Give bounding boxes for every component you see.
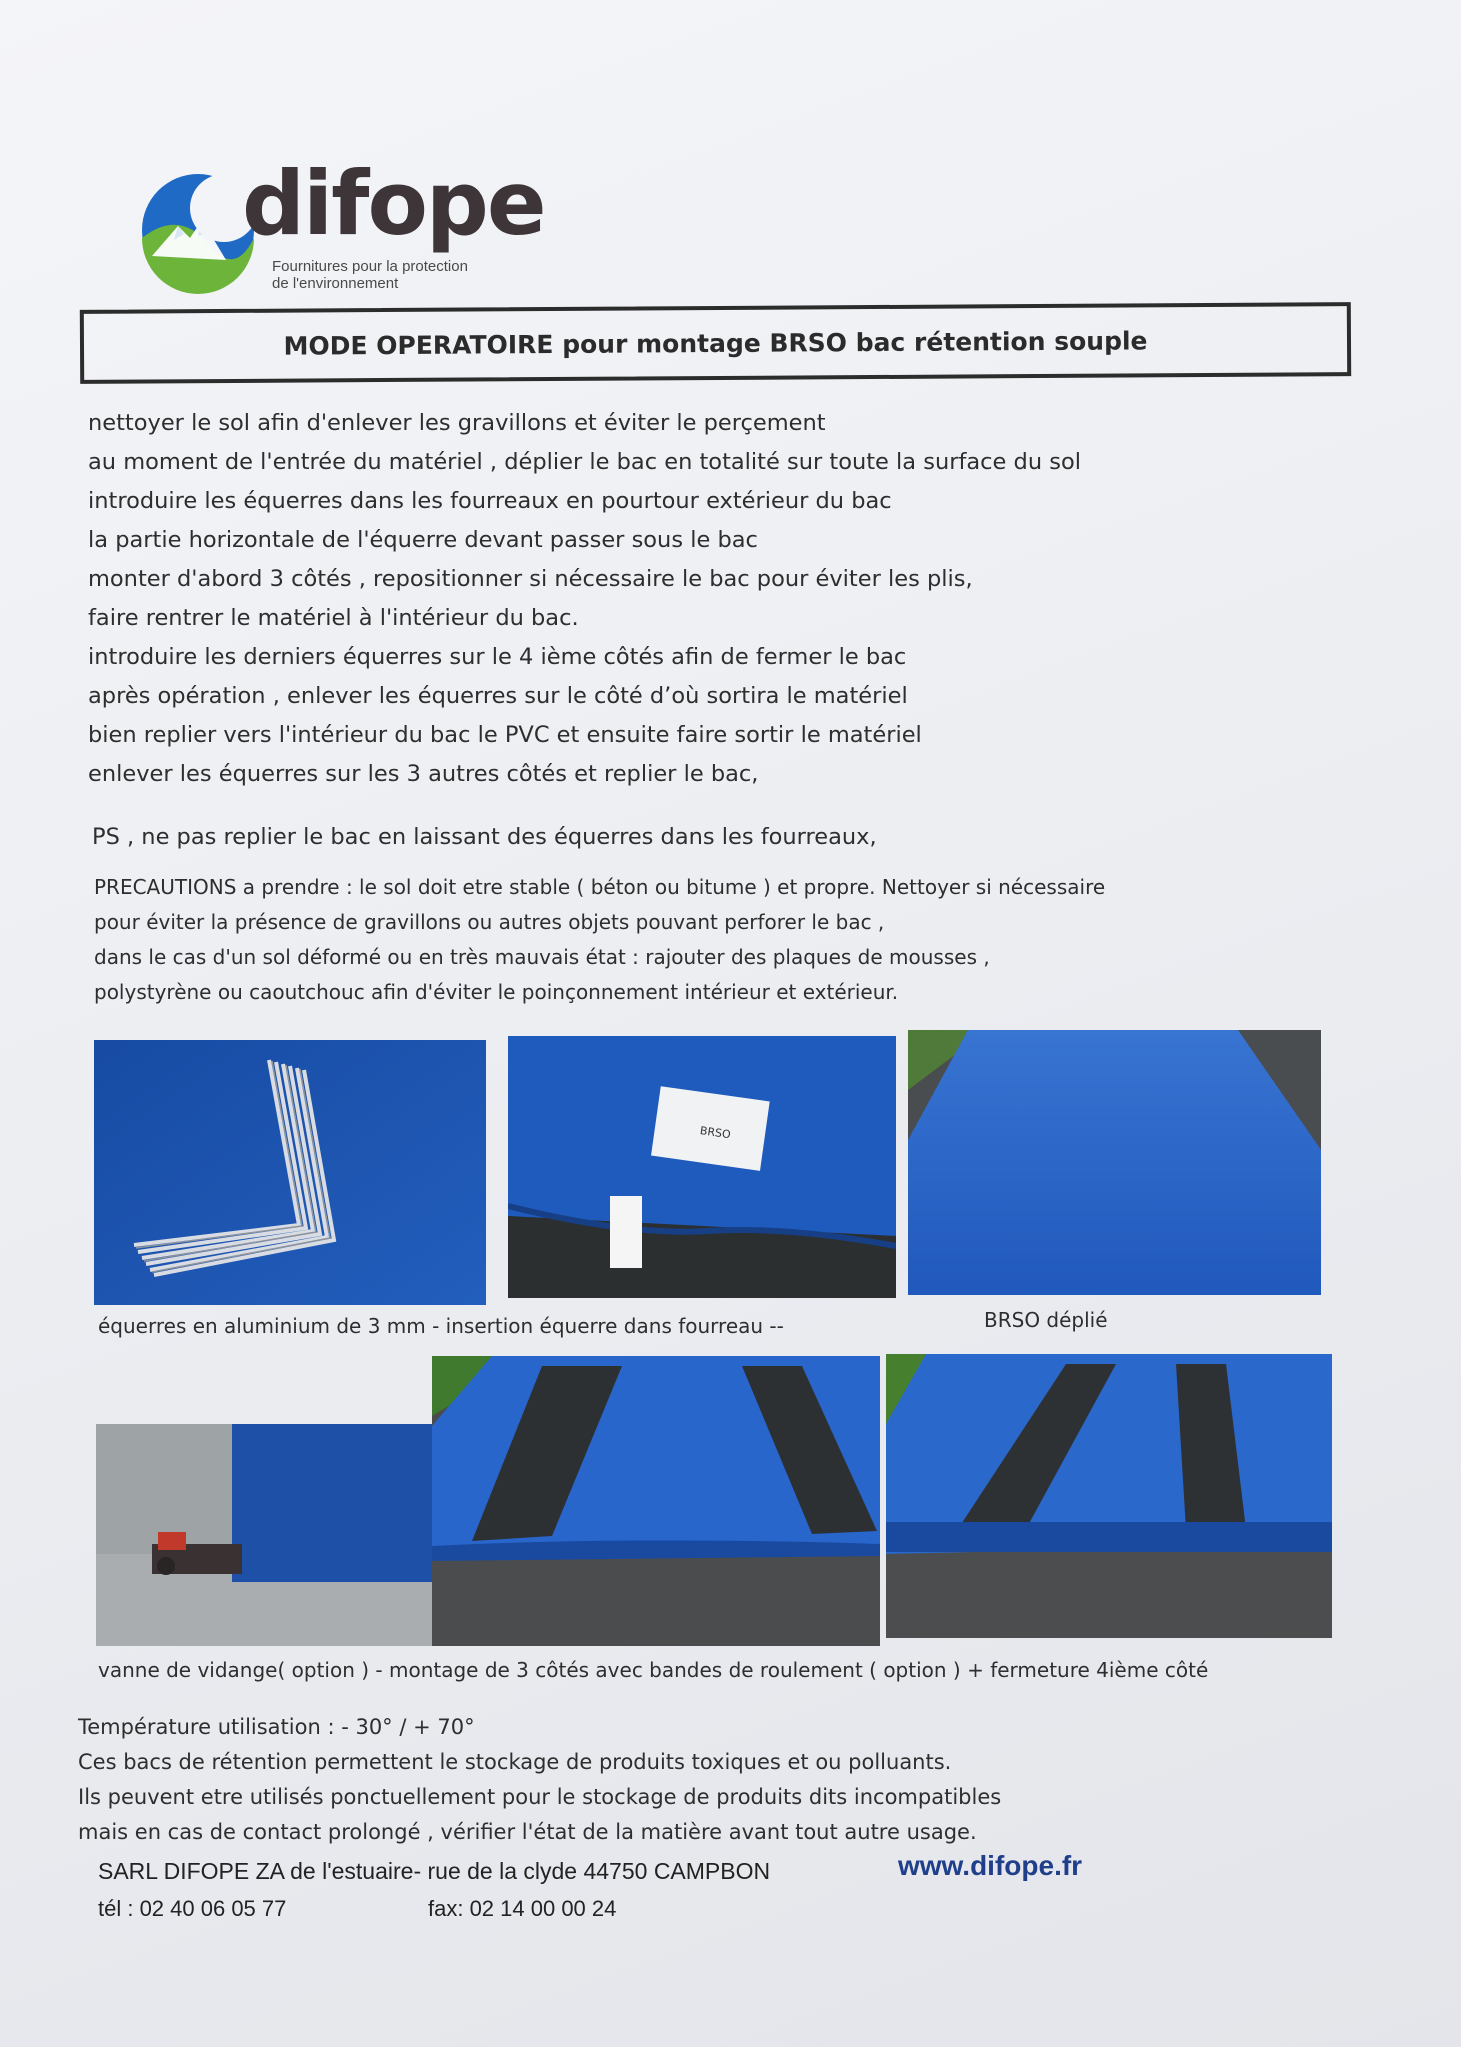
step-line: au moment de l'entrée du matériel , déplier le bac en totalité sur toute la surface du sol bbox=[88, 449, 1081, 475]
brand-tagline-line-2: de l'environnement bbox=[272, 275, 399, 292]
step-line: monter d'abord 3 côtés , repositionner si nécessaire le bac pour éviter les plis, bbox=[88, 566, 973, 592]
ps-note: PS , ne pas replier le bac en laissant des équerres dans les fourreaux, bbox=[92, 824, 877, 850]
usage-line: Ils peuvent etre utilisés ponctuellement pour le stockage de produits dits incompatibles bbox=[78, 1785, 1002, 1809]
fax-number: fax: 02 14 00 00 24 bbox=[428, 1896, 617, 1921]
phone-number: tél : 02 40 06 05 77 bbox=[98, 1896, 287, 1921]
usage-line: Température utilisation : - 30° / + 70° bbox=[78, 1715, 475, 1739]
precaution-line: polystyrène ou caoutchouc afin d'éviter le poinçonnement intérieur et extérieur. bbox=[94, 980, 899, 1004]
usage-block bbox=[78, 1710, 1001, 1850]
caption-row-2: vanne de vidange( option ) - montage de 3 côtés avec bandes de roulement ( option ) + fermeture 4ième côté bbox=[98, 1658, 1209, 1682]
step-line: faire rentrer le matériel à l'intérieur du bac. bbox=[88, 605, 579, 631]
step-line: après opération , enlever les équerres sur le côté d’où sortira le matériel bbox=[88, 683, 908, 709]
precaution-line: PRECAUTIONS a prendre : le sol doit etre stable ( béton ou bitume ) et propre. Nettoyer si nécessaire bbox=[94, 875, 1106, 899]
brand-wordmark: difope bbox=[242, 152, 545, 255]
precaution-line: pour éviter la présence de gravillons ou autres objets pouvant perforer le bac , bbox=[94, 910, 885, 934]
photo-brso-unfolded bbox=[908, 1030, 1321, 1295]
company-address: SARL DIFOPE ZA de l'estuaire- rue de la clyde 44750 CAMPBON bbox=[98, 1858, 771, 1884]
photo-insertion-bracket bbox=[508, 1036, 896, 1298]
brand-tagline bbox=[272, 258, 468, 292]
step-line: bien replier vers l'intérieur du bac le PVC et ensuite faire sortir le matériel bbox=[88, 722, 922, 748]
photo-three-sides-bands bbox=[432, 1356, 880, 1646]
brand-tagline-line-1: Fournitures pour la protection bbox=[272, 258, 468, 275]
caption-row-1-right: BRSO déplié bbox=[984, 1308, 1108, 1332]
difope-logo bbox=[140, 152, 560, 298]
step-line: la partie horizontale de l'équerre devant passer sous le bac bbox=[88, 527, 758, 553]
step-line: nettoyer le sol afin d'enlever les gravillons et éviter le perçement bbox=[88, 410, 826, 436]
precaution-line: dans le cas d'un sol déformé ou en très mauvais état : rajouter des plaques de mousses , bbox=[94, 945, 990, 969]
usage-line: mais en cas de contact prolongé , vérifier l'état de la matière avant tout autre usage. bbox=[78, 1820, 977, 1844]
page-title: MODE OPERATOIRE pour montage BRSO bac rétention souple bbox=[283, 325, 1148, 361]
steps-list bbox=[88, 404, 1288, 794]
step-line: enlever les équerres sur les 3 autres côtés et replier le bac, bbox=[88, 761, 759, 787]
step-line: introduire les derniers équerres sur le 4 ième côtés afin de fermer le bac bbox=[88, 644, 907, 670]
photo-aluminium-brackets bbox=[94, 1040, 486, 1305]
website-link[interactable]: www.difope.fr bbox=[898, 1850, 1083, 1881]
photo-fourth-side-closed bbox=[886, 1354, 1332, 1638]
precautions-block bbox=[94, 870, 1105, 1010]
step-line: introduire les équerres dans les fourreaux en pourtour extérieur du bac bbox=[88, 488, 892, 514]
brso-label-text: BRSO bbox=[699, 1124, 732, 1142]
usage-line: Ces bacs de rétention permettent le stockage de produits toxiques et ou polluants. bbox=[78, 1750, 952, 1774]
title-box bbox=[80, 302, 1351, 384]
photo-drain-valve bbox=[96, 1424, 432, 1646]
caption-row-1-left: équerres en aluminium de 3 mm - insertion équerre dans fourreau -- bbox=[98, 1314, 784, 1338]
